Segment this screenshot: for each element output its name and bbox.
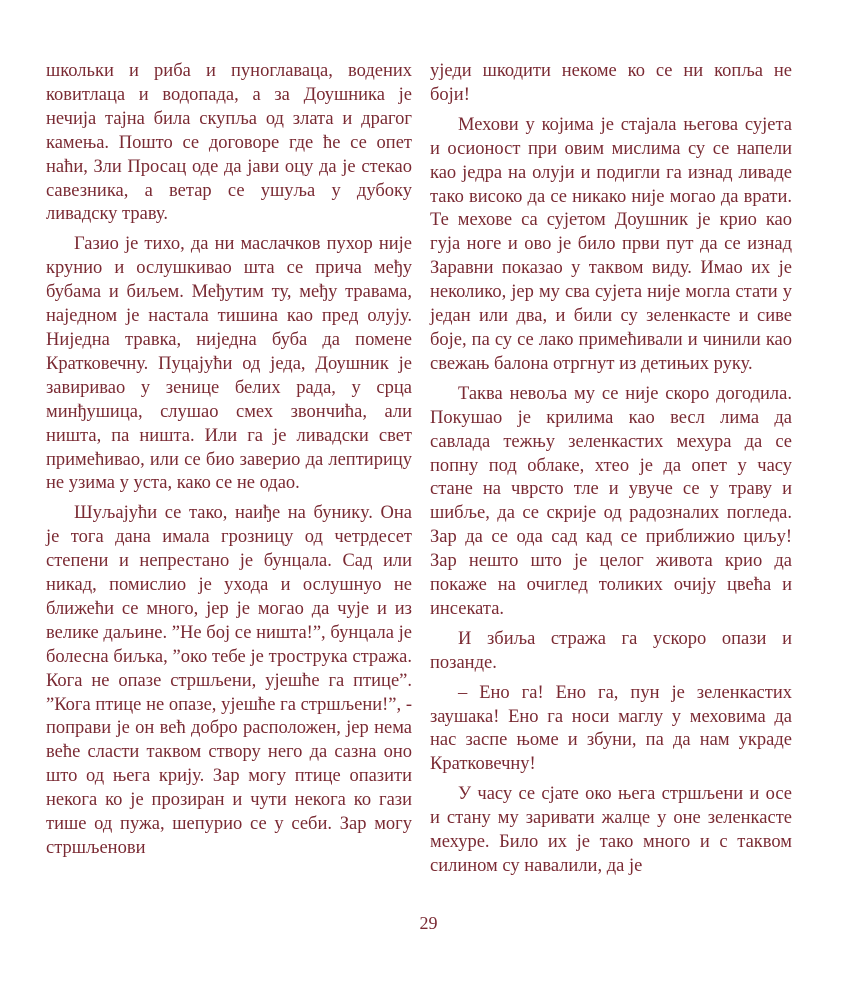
paragraph: школьки и риба и пуноглаваца, водених ковитлаца и водопада, а за Доушника је нечија тајна била скупља од злата и драгог камења. Пошто се договоре где ће се опет наћи, Зли Просац оде да јави оцу да је стекао савезника, а ветар се ушуља у дубоку ливадску траву. (46, 61, 412, 225)
paragraph: У часу се сјате око њега стршљени и осе и стану му заривати жалце у оне зеленкасте мехуре. Било их је тако много и с таквом силином су навалили, да је (430, 784, 792, 876)
paragraph: И збиља стража га ускоро опази и позанде. (430, 628, 792, 673)
paragraph: Таква невоља му се није скоро догодила. Покушао је крилима као весл лима да савлада тежњу зеленкастих мехура да се попну под облаке, хтео је да опет у часу стане на чврсто тле и увуче се у траву и шибље, да се скрије од радозналих погледа. Зар да се ода сад кад се приближио циљу! Зар нешто што је целог живота крио да покаже на очиглед толиких очију цвећа и инсеката. (430, 383, 792, 619)
paragraph: Шуљајући се тако, наиђе на буникy. Она је тога дана имала грозницу од четрдесет степени и непрестано је бунцала. Сад или никад, помислио је ухода и ослушнуо не ближећи се много, јер је могао да чује и из велике даљине. ”Не бој се ништа!”, бунцала је болесна биљка, ”око тебе је трострука стража. Кога не опазе стршљени, ујешће га птице”. ”Кога птице не опазе, ујешће га стршљени!”, - поправи је он већ добро расположен, јер нема веће сласти таквом створу него да сазна оно што од њега крију. Зар могу птице опазити некога ко је прозиран и чути некога ко гази тише од пужа, шепурио се у себи. Зар могу стршљенови (46, 503, 412, 858)
paragraph: Газио је тихо, да ни маслачков пухор није крунио и ослушкивао шта се прича међу бубама и биљем. Међутим ту, међу травама, наједном је настала тишина као пред олују. Ниједна травка, ниједна буба да помене Кратковечну. Пуцајући од једа, Доушник је завиривао у зенице белих рада, у срца минђушица, слушао смех звончића, али ништа, па ништа. Или га је ливадски свет примећивао, или се био заверио да лептирицу не узима у уста, како се не одао. (46, 234, 412, 494)
paragraph: уједи шкодити некоме ко се ни копља не боји! (430, 61, 792, 105)
right-column (430, 60, 792, 885)
dialogue-paragraph: – Ено га! Ено га, пун је зеленкастих заушака! Ено га носи маглу у меховима да нас заспе њоме и збуни, па да нам украде Кратковечну! (430, 682, 792, 775)
left-column (46, 60, 412, 867)
paragraph: Мехови у којима је стајала његова сујета и осионост при овим мислима су се напели као једра на олуји и подигли га изнад ливаде тако високо да се никако није могао да врати. Те мехове са сујетом Доушник је крио као гуја ноге и ово је било први пут да се изнад Заравни показао у таквом виду. Имао их је неколико, јер му сва сујета није могла стати у један или два, и били су зеленкасте и сиве боје, па су се лако примећивали и чинили као свежањ балона отргнут из детињих руку. (430, 114, 792, 374)
page-number: 29 (419, 913, 438, 933)
